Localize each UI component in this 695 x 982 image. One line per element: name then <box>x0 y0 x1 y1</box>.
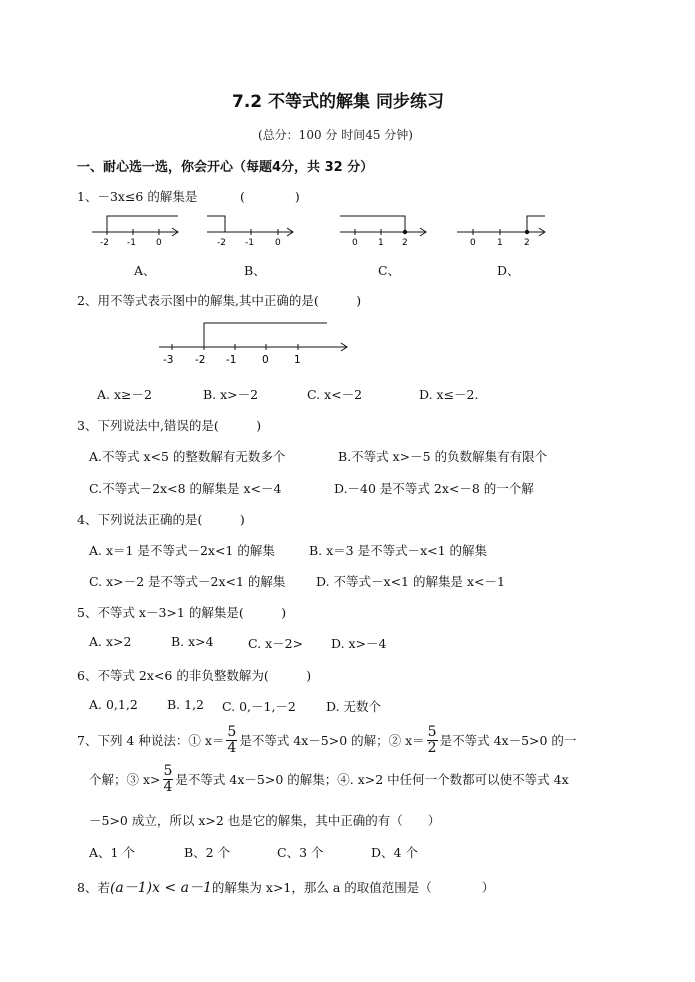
question-7-line-3: －5>0 成立，所以 x>2 也是它的解集，其中正确的有（ ） <box>89 813 441 828</box>
tick-label: -1 <box>245 238 254 248</box>
number-line-q2 <box>155 318 355 368</box>
tick-label: 1 <box>294 354 301 366</box>
question-7-text: 7、下列 4 种说法：① x＝ <box>77 733 225 749</box>
option-a: A. x>2 <box>89 634 132 649</box>
option-d: D. x≤－2. <box>419 387 479 402</box>
section-heading: 一、耐心选一选，你会开心（每题4分，共 32 分） <box>77 160 374 175</box>
tick-label: 0 <box>262 354 269 366</box>
option-b: B. x>－2 <box>203 387 259 402</box>
option-d: D. 不等式－x<1 的解集是 x<－1 <box>316 574 505 589</box>
option-d: D、4 个 <box>371 845 418 860</box>
question-7-line-2 <box>89 764 569 794</box>
fraction-denominator: 4 <box>227 739 237 756</box>
option-b: B. x>4 <box>171 634 214 649</box>
option-a: A、1 个 <box>89 845 135 860</box>
tick-label: 0 <box>470 238 476 248</box>
fraction-denominator: 4 <box>163 778 173 795</box>
option-label: A、 <box>134 263 156 278</box>
question-7-text: 是不等式 4x－5>0 的解集；④. x>2 中任何一个数都可以使不等式 4x <box>175 772 569 788</box>
tick-label: -1 <box>127 238 136 248</box>
option-c: C. x－2> <box>248 636 304 651</box>
option-b: B. x＝3 是不等式－x<1 的解集 <box>309 543 488 558</box>
option-label: D、 <box>497 263 520 278</box>
question-1-paren: ( ) <box>240 189 300 204</box>
option-c: C.不等式－2x<8 的解集是 x<－4 <box>89 481 282 496</box>
tick-label: 0 <box>352 238 358 248</box>
option-c: C. 0,－1,－2 <box>222 699 296 714</box>
question-5-stem: 5、不等式 x－3>1 的解集是( ) <box>77 605 287 620</box>
question-7-text: 个解；③ x> <box>89 772 161 788</box>
tick-label: -3 <box>163 354 174 366</box>
number-line-c <box>338 212 438 248</box>
tick-label: 2 <box>524 238 530 248</box>
fraction-5-2 <box>427 725 438 755</box>
question-8-text: 的解集为 x>1，那么 a 的取值范围是（ ） <box>211 880 495 895</box>
option-c: C. x>－2 是不等式－2x<1 的解集 <box>89 574 286 589</box>
option-c: C、3 个 <box>277 845 324 860</box>
question-1-stem: 1、－3x≤6 的解集是 <box>77 189 198 204</box>
question-8-formula: (a－1)x < a－1 <box>109 880 212 896</box>
tick-label: 0 <box>275 238 281 248</box>
number-line-a <box>90 212 190 248</box>
number-line-d <box>455 212 555 248</box>
question-8 <box>77 877 494 897</box>
option-d: D. x>－4 <box>331 636 387 651</box>
option-a: A. 0,1,2 <box>89 697 138 712</box>
option-b: B.不等式 x>－5 的负数解集有有限个 <box>338 449 548 464</box>
fraction-numerator: 5 <box>163 763 173 779</box>
tick-label: -1 <box>226 354 237 366</box>
tick-label: 1 <box>378 238 384 248</box>
question-7-text: 是不等式 4x－5>0 的一 <box>439 733 577 749</box>
question-7-text: 是不等式 4x－5>0 的解；② x＝ <box>239 733 425 749</box>
fraction-numerator: 5 <box>227 724 237 740</box>
tick-label: 0 <box>156 238 162 248</box>
question-2-stem: 2、用不等式表示图中的解集,其中正确的是( ) <box>77 293 362 308</box>
tick-label: 2 <box>402 238 408 248</box>
page-subtitle: (总分：100 分 时间45 分钟) <box>258 128 413 142</box>
question-6-stem: 6、不等式 2x<6 的非负整数解为( ) <box>77 668 312 683</box>
option-a: A. x≥－2 <box>97 387 152 402</box>
number-line-b <box>205 212 305 248</box>
fraction-denominator: 2 <box>427 739 437 756</box>
option-b: B. 1,2 <box>167 697 205 712</box>
question-4-stem: 4、下列说法正确的是( ) <box>77 512 245 527</box>
option-a: A.不等式 x<5 的整数解有无数多个 <box>89 449 286 464</box>
option-c: C. x<－2 <box>307 387 363 402</box>
tick-label: -2 <box>100 238 109 248</box>
page-title: 7.2 不等式的解集 同步练习 <box>232 92 444 112</box>
tick-label: -2 <box>217 238 226 248</box>
fraction-numerator: 5 <box>427 724 437 740</box>
option-label: C、 <box>378 263 401 278</box>
option-d: D. 无数个 <box>326 699 382 714</box>
fraction-5-4 <box>163 764 174 794</box>
question-7-line-1 <box>77 725 576 755</box>
option-label: B、 <box>244 263 266 278</box>
option-d: D.－40 是不等式 2x<－8 的一个解 <box>334 481 534 496</box>
tick-label: 1 <box>497 238 503 248</box>
tick-label: -2 <box>195 354 206 366</box>
option-b: B、2 个 <box>184 845 231 860</box>
option-a: A. x＝1 是不等式－2x<1 的解集 <box>89 543 275 558</box>
fraction-5-4 <box>226 725 237 755</box>
question-3-stem: 3、下列说法中,错误的是( ) <box>77 418 262 433</box>
question-8-text: 8、若 <box>77 880 110 895</box>
